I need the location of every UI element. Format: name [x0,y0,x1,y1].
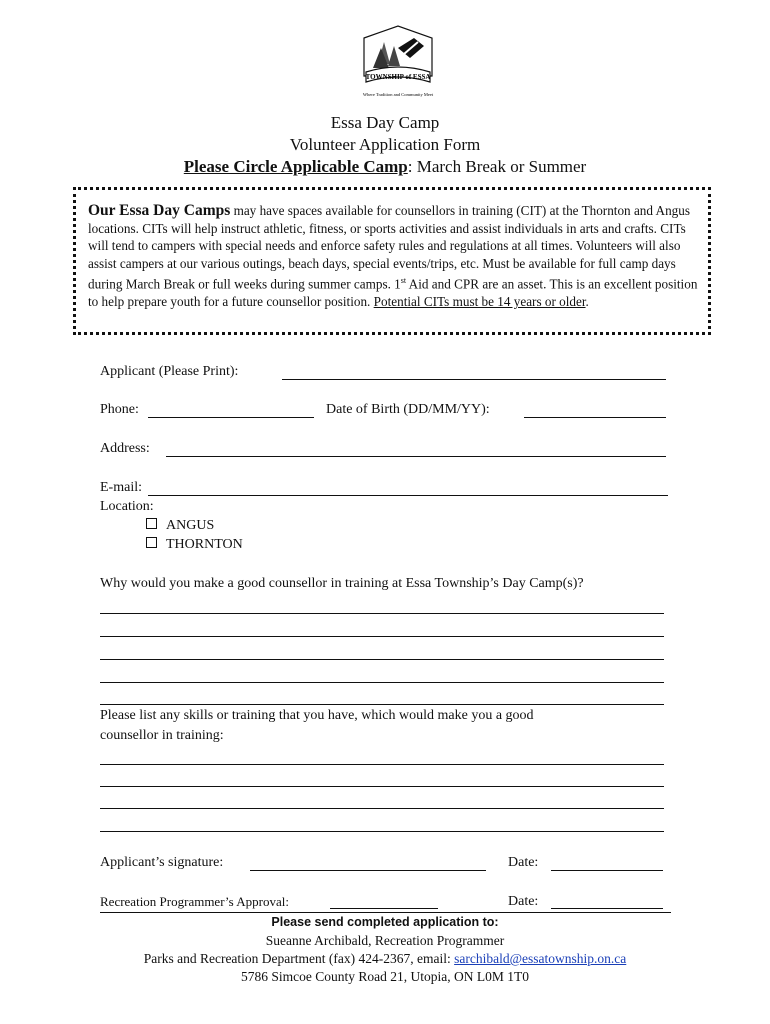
checkbox-thornton[interactable] [146,537,157,548]
answer-line-5[interactable] [100,704,664,705]
location-thornton-label: THORNTON [166,537,243,552]
question-skills-2: counsellor in training: [100,728,224,743]
approval-field[interactable] [330,908,438,909]
checkbox-angus[interactable] [146,518,157,529]
location-label: Location: [100,499,154,514]
notice-superscript: st [400,276,407,286]
applicant-field[interactable] [282,379,666,380]
answer-line-3[interactable] [100,659,664,660]
notice-end: . [585,294,589,310]
divider-line [100,912,671,913]
dob-field[interactable] [524,417,666,418]
signature-label: Applicant’s signature: [100,855,224,870]
footer-contact-name: Sueanne Archibald, Recreation Programmer [265,933,505,948]
dob-label: Date of Birth (DD/MM/YY): [326,402,490,417]
question-good-counsellor: Why would you make a good counsellor in training at Essa Township’s Day Camp(s)? [100,576,584,591]
footer-address: 5786 Simcoe County Road 21, Utopia, ON L0M 1T0 [241,969,529,984]
phone-label: Phone: [100,402,139,417]
camp-selection-label: Please Circle Applicable Camp [183,157,408,176]
address-label: Address: [100,441,150,456]
notice-age-requirement: Potential CITs must be 14 years or older [373,294,586,310]
answer-line-2[interactable] [100,636,664,637]
footer-send-to: Please send completed application to: [271,915,499,929]
approval-date-label: Date: [508,894,539,909]
address-field[interactable] [166,456,666,457]
logo-name: TOWNSHIP of ESSA [365,73,431,81]
email-label: E-mail: [100,480,142,495]
applicant-label: Applicant (Please Print): [100,364,239,379]
location-angus-label: ANGUS [166,518,215,533]
logo-tagline: Where Tradition and Community Meet [362,92,434,97]
footer-email-link[interactable]: sarchibald@essatownship.on.ca [454,951,627,966]
notice-lead: Our Essa Day Camps [88,202,231,219]
camp-title: Essa Day Camp [330,113,440,132]
phone-field[interactable] [148,417,314,418]
signature-date-field[interactable] [551,870,663,871]
approval-date-field[interactable] [551,908,663,909]
skills-line-1[interactable] [100,764,664,765]
skills-line-4[interactable] [100,831,664,832]
skills-line-3[interactable] [100,808,664,809]
answer-line-1[interactable] [100,613,664,614]
location-option-angus[interactable] [146,518,214,534]
approval-label: Recreation Programmer’s Approval: [100,894,289,909]
cit-notice-box [73,187,711,335]
form-title: Volunteer Application Form [289,135,481,154]
camp-selection-line [0,157,770,177]
email-field[interactable] [148,495,668,496]
notice-body-1: may have spaces available for counsellors in training (CIT) at the Thornton and Angus locations. CITs will help instruct athletic, fitness, or sports activities and assist individuals in arts and crafts. CITs will tend to campers with special needs and enforce safety rules and regulations at all times. Volunteers will also assist campers at our various outings, beach days, special events/trips, etc. Must be available for full camp days during March Break or full weeks during summer camps. 1 [88,203,690,292]
footer-department-line [0,951,770,967]
signature-field[interactable] [250,870,486,871]
skills-line-2[interactable] [100,786,664,787]
question-skills-1: Please list any skills or training that you have, which would make you a good [100,708,534,723]
township-logo [358,24,438,100]
signature-date-label: Date: [508,855,539,870]
location-option-thornton[interactable] [146,537,243,553]
answer-line-4[interactable] [100,682,664,683]
footer-department: Parks and Recreation Department (fax) 424-2367, email: [143,951,455,966]
camp-selection-options[interactable]: : March Break or Summer [407,157,587,176]
notice-body-2: Aid and CPR are an asset. This is an excellent position to help prepare youth for a future counsellor position. [88,276,698,310]
